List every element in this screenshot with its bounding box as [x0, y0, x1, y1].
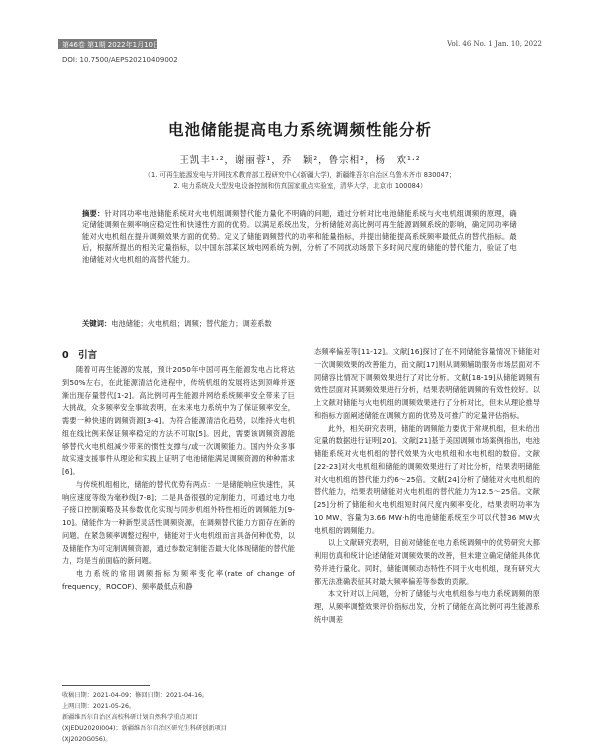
keywords-text: 电池储能；火电机组；调频；替代能力；调差系数: [111, 319, 272, 328]
paper-title: 电池储能提高电力系统调频性能分析: [167, 121, 432, 139]
volume-info: 第46卷 第1期 2022年1月10日: [62, 41, 160, 49]
paragraph: 态频率偏差等[11-12]。文献[16]探讨了在不同储能容量情况下储能对一次调频效果的改善能力，而文献[17]则从调频辅助服务市场层面对不同储容比情况下调频效果进行了对比分析。文献[18-19]从储能调频有效性层面对其调频效果进行分析，结果表明储能调频的有效性较好。以上文献对储能与火电机组的调频效果进行了分析对比，但未从理论推导和指标方面阐述储能在调频方面的优势及可推广的定量评估指标。: [314, 347, 540, 420]
affiliation-2: 2. 电力系统及大型发电设备控制和仿真国家重点实验室，清华大学，北京市 100084）: [173, 182, 427, 190]
paragraph: 随着可再生能源的发展，预计2050年中国可再生能源发电占比将达到50%左右，在此能源清洁化进程中，传统机组的发展将达到顶峰并逐渐出现存量替代[1-2]。高比例可再生能源并网给系统频率安全带来了巨大挑战，众多频率安全事故表明，在未来电力系统中为了保证频率安全，需要一种快速的调频资源[3-4]。为符合能源清洁化趋势，以维持火电机组在线比例来保证频率稳定的方法不可取[5]。因此，需要该调频资源能够替代火电机组减少带来的惯性支撑与/或一次调频能力。国内外众多事故实速支援事件从理论和实践上证明了电池储能满足调频资源的种种需求[6]。: [62, 365, 295, 476]
affiliation-1: （1. 可再生能源发电与并网技术教育部工程研究中心(新疆大学)，新疆维吾尔自治区乌鲁木齐市 830047；: [144, 171, 456, 179]
abstract-text: 针对同功率电池储能系统对火电机组调频替代能力量化不明确的问题，通过分析对比电池储能系统与火电机组调频的原理，确定储能调频在频率响应稳定性和快速性方面的优势。以满足系统出发，分析储能对高比例可再生能源调频系统的影响，确定同功率储能对火电机组在提升调频效果方面的优势。定义了储能调频替代的功率和能量指标，并提出储能提高系统频率最低点的替代指标。最后，根据所提出的相关定量指标，以中国东部某区域电网系统为例，分析了不同扰动场景下多时间尺度的储能的替代能力，验证了电池储能对火电机组的高替代能力。: [82, 209, 517, 264]
footnote-line: 新疆维吾尔自治区高校科研计划自然科学重点项目: [62, 714, 199, 721]
keywords-label: 关键词：: [82, 319, 112, 328]
paragraph: 与传统机组相比，储能的替代优势有两点：一是储能响应快速性，其响应速度等级为毫秒级[7-8]；二是具备很强的定制能力，可通过电力电子接口控制策略及其参数优化实现与同步机组外特性相近的调频能力[9-10]。储能作为一种新型灵活性调频资源，在调频替代能力方面存在新的问题。在紧急频率调整过程中，储能对于火电机组而言具备何种优势，以及储能作为可定制调频资源，通过参数定制能否最大化体现储能的替代能力，均是当前面临的新问题。: [62, 479, 295, 566]
paragraph: 电力系统的常用调频指标为频率变化率(rate of change of frequency，ROCOF)、频率最低点和静: [62, 569, 295, 591]
left-column: [62, 364, 295, 594]
footnote-line: (XJ2020G056)。: [62, 736, 112, 743]
volume-info-en: Vol. 46 No. 1 Jan. 10, 2022: [447, 40, 542, 48]
footnote-line: (XJEDU2020I004)；新疆维吾尔自治区研究生科研创新项目: [62, 725, 227, 732]
paragraph: 本文针对以上问题，分析了储能与火电机组参与电力系统调频的原理，从频率调整效果评价指标出发，分析了储能在高比例可再生能源系统中调差: [314, 589, 540, 624]
abstract-label: 摘要：: [82, 209, 105, 218]
paragraph: 此外，相关研究表明，储能的调频能力要优于常规机组，但未给出定量的数据进行证明[20]。文献[21]基于美国调频市场案例指出，电池储能系统对火电机组的替代效果为火电机组和水电机组的数倍。文献[22-23]对火电机组和储能的调频效果进行了对比分析，结果表明储能对火电机组的替代能力约6～25倍。文献[24]分析了储能对火电机组的替代能力，结果表明储能对火电机组的替代能力为12.5～25倍。文献[25]分析了储能和火电机组短时间尺度内频率变化，结果表明功率为10 MW、容量为3.66 MW·h的电池储能系统至少可以代替36 MW火电机组的调频能力。: [314, 423, 540, 535]
footnote-line: 上网日期：2021-05-26。: [62, 703, 136, 710]
footnote-line: 收稿日期：2021-04-09；修回日期：2021-04-16。: [62, 692, 209, 699]
abstract: [82, 208, 522, 265]
doi: DOI: 10.7500/AEPS20210409002: [62, 56, 178, 64]
section-heading: 0 引言: [62, 350, 98, 361]
author-list: 王凯丰¹·²，谢丽蓉¹，乔 颖²，鲁宗相²，杨 欢¹·²: [179, 155, 421, 166]
footnote-divider: [62, 685, 150, 686]
keywords: [82, 319, 522, 329]
paragraph: 以上文献研究表明，目前对储能在电力系统调频中的优势研究大都利用仿真和统计论述储能对调频效果的改善，但未建立确定储能具体优势并进行量化。同时，储能调频动态特性不同于火电机组，现有研究大都无法准确表征其对最大频率偏差等参数的贡献。: [314, 538, 540, 586]
footnotes: [62, 690, 297, 745]
right-column: [314, 346, 540, 627]
